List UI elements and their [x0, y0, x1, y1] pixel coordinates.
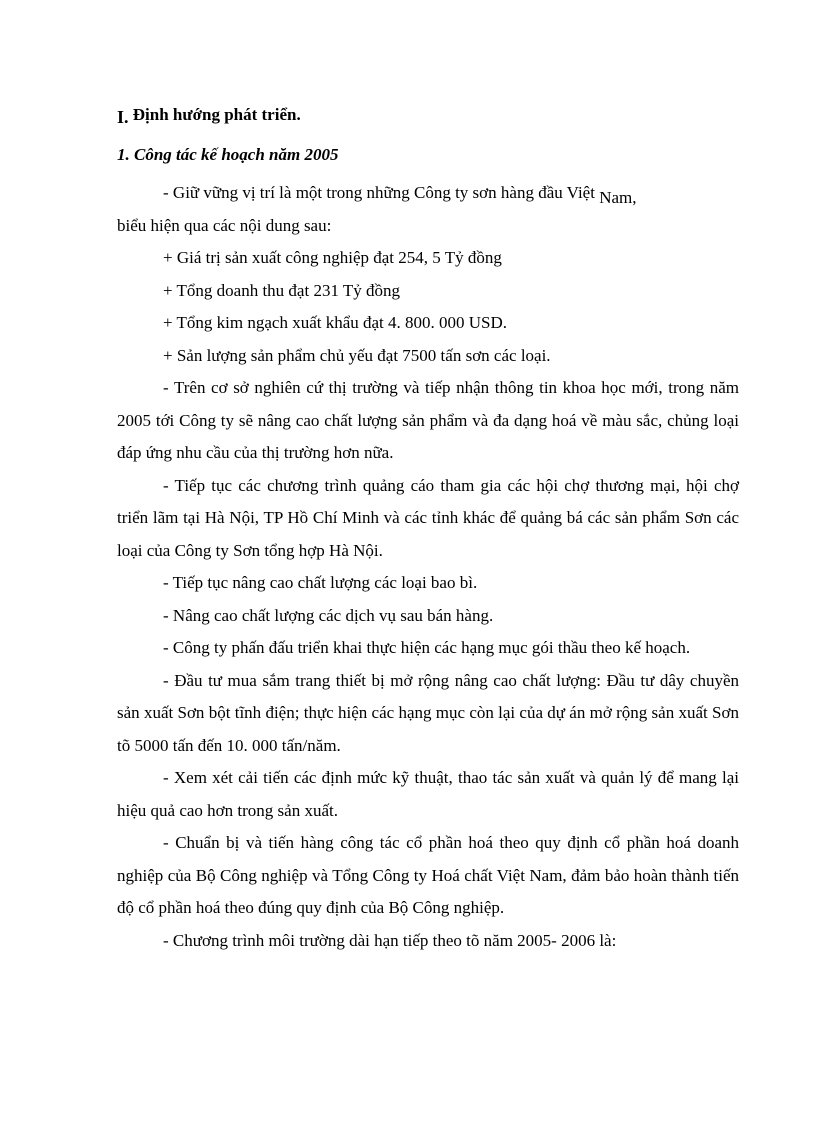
- subsection-heading: 1. Công tác kế hoạch năm 2005: [117, 145, 339, 164]
- paragraph-investment: - Đầu tư mua sắm trang thiết bị mở rộng nâng cao chất lượng: Đầu tư dây chuyền sản xuất Sơn bột tĩnh điện; thực hiện các hạng mục còn lại của dự án mở rộng sản xuất Sơn tõ 5000 tấn đến 10. 000 tấn/năm.: [117, 670, 739, 755]
- paragraph-norms: - Xem xét cải tiến các định mức kỹ thuật, thao tác sản xuất và quản lý để mang lại hiệu quả cao hơn trong sản xuất.: [117, 768, 739, 820]
- section-heading: [117, 104, 301, 125]
- target-export: + Tổng kim ngạch xuất khẩu đạt 4. 800. 000 USD.: [163, 313, 508, 332]
- section-title: Định hướng phát triển.: [132, 105, 301, 124]
- paragraph-advertising: - Tiếp tục các chương trình quảng cáo tham gia các hội chợ thương mại, hội chợ triển lãm tại Hà Nội, TP Hồ Chí Minh và các tỉnh khác để quảng bá các sản phẩm Sơn các loại của Công ty Sơn tổng hợp Hà Nội.: [117, 475, 739, 560]
- paragraph-1-wrap: Nam,: [599, 188, 637, 207]
- paragraph-1-text: - Giữ vững vị trí là một trong những Công ty sơn hàng đầu Việt: [163, 183, 595, 202]
- target-output-volume: + Sản lượng sản phẩm chủ yếu đạt 7500 tấn sơn các loại.: [163, 345, 551, 365]
- paragraph-bidding: - Công ty phấn đấu triển khai thực hiện các hạng mục gói thầu theo kế hoạch.: [163, 638, 691, 657]
- paragraph-after-sales: - Nâng cao chất lượng các dịch vụ sau bán hàng.: [163, 605, 494, 625]
- paragraph-research: - Trên cơ sở nghiên cứ thị trường và tiếp nhận thông tin khoa học mới, trong năm 2005 tới Công ty sẽ nâng cao chất lượng sản phẩm và đa dạng hoá về màu sắc, chủng loại đáp ứng nhu cầu của thị trường hơn nữa.: [117, 378, 739, 462]
- paragraph-1: [117, 177, 739, 210]
- document-body: [117, 177, 739, 957]
- target-industrial-output: + Giá trị sản xuất công nghiệp đạt 254, 5 Tỷ đồng: [163, 248, 502, 267]
- paragraph-environment: - Chương trình môi trường dài hạn tiếp theo tõ năm 2005- 2006 là:: [163, 930, 617, 950]
- target-revenue: + Tổng doanh thu đạt 231 Tỷ đồng: [163, 280, 401, 300]
- paragraph-1-continued: biểu hiện qua các nội dung sau:: [117, 215, 332, 235]
- paragraph-packaging: - Tiếp tục nâng cao chất lượng các loại bao bì.: [163, 573, 478, 592]
- paragraph-equitization: - Chuẩn bị và tiến hàng công tác cổ phần hoá theo quy định cổ phần hoá doanh nghiệp của Bộ Công nghiệp và Tổng Công ty Hoá chất Việt Nam, đảm bảo hoàn thành tiến độ cổ phần hoá theo đúng quy định của Bộ Công nghiệp.: [117, 833, 739, 917]
- section-number: I.: [117, 107, 129, 127]
